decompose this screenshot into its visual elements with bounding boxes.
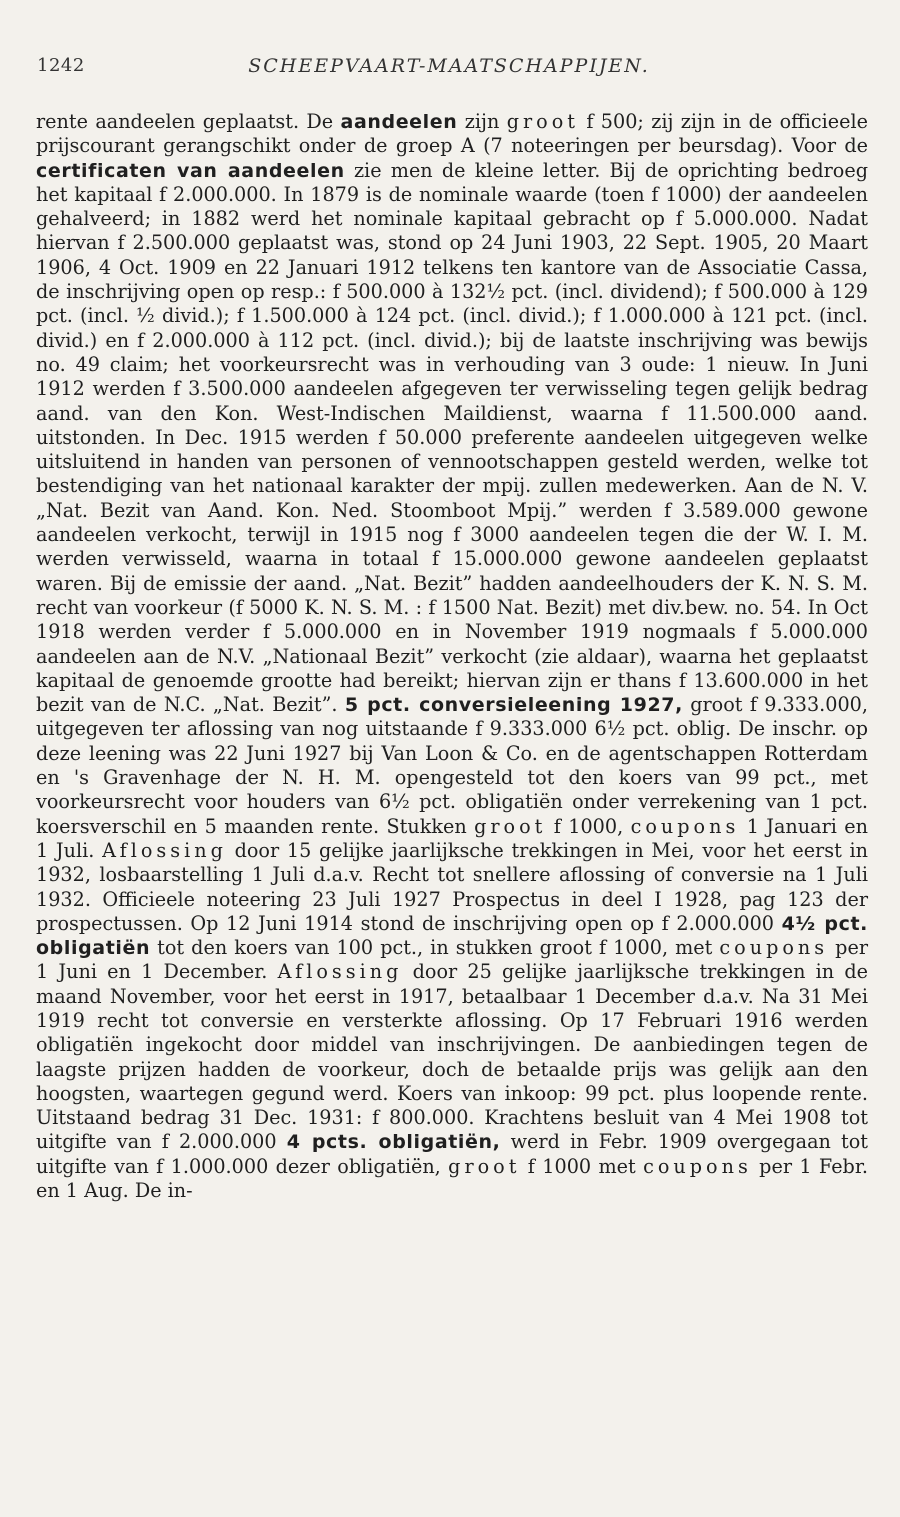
text-run: 1 Januari en 1 Juli. (36, 814, 868, 862)
text-run: f 1000 met (520, 1154, 644, 1178)
text-run: groot f 9.333.000, uitgegeven ter aflossing van nog uitstaande f 9.333.000 6½ pct. oblig. De inschr. op deze leening was 22 Juni 1927 bij Van Loon & Co. en de agentschappen Rotterdam en 's Gravenhage der N. H. M. opengesteld tot den koers van 99 pct., met voorkeursrecht voor houders van 6½ pct. obligatiën onder verrekening van 1 pct. koersverschil en 5 maanden rente. Stukken (36, 693, 868, 838)
spaced-term: coupons (630, 814, 740, 838)
spaced-term: Aflossing (102, 838, 227, 862)
text-run: door 25 gelijke jaarlijksche trekkingen in de maand November, voor het eerst in 1917, betaalbaar 1 December d.a.v. Na 31 Mei 1919 recht tot conversie en versterkte aflossing. Op 17 Februari 1916 werden obligatiën ingekocht door middel van inschrijvingen. De aanbiedingen tegen de laagste prijzen hadden de voorkeur, doch de betaalde prijs was gelijk aan den hoogsten, waartegen gegund werd. Koers van inkoop: 99 pct. plus loopende rente. Uitstaand bedrag 31 Dec. 1931: f 800.000. Krachtens besluit van 4 Mei 1908 tot uitgifte van f 2.000.000 (36, 960, 868, 1154)
spaced-term: groot (506, 110, 579, 133)
text-run: rente aandeelen geplaatst. De (36, 110, 341, 133)
heading-obligatien-4-5: 4½ pct. obligatiën (36, 912, 868, 960)
spaced-term: Aflossing (277, 960, 403, 984)
text-run: zijn (457, 110, 507, 133)
text-run: zie men de kleine letter. Bij de oprichting bedroeg het kapitaal f 2.000.000. In 1879 is de nominale waarde (toen f 1000) der aandeelen gehalveerd; in 1882 werd het nominale kapitaal gebracht op f 5.000.000. Nadat hiervan f 2.500.000 geplaatst was, stond op 24 Juni 1903, 22 Sept. 1905, 20 Maart 1906, 4 Oct. 1909 en 22 Januari 1912 telkens ten kantore van de Associatie Cassa, de inschrijving open op resp.: f 500.000 à 132½ pct. (incl. dividend); f 500.000 à 129 pct. (incl. ½ divid.); f 1.500.000 à 124 pct. (incl. divid.); f 1.000.000 à 121 pct. (incl. divid.) en f 2.000.000 à 112 pct. (incl. divid.); bij de laatste inschrijving was bewijs no. 49 claim; het voorkeursrecht was in verhouding van 3 oude: 1 nieuw. In Juni 1912 werden f 3.500.000 aandeelen afgegeven ter verwisseling tegen gelijk bedrag aand. van den Kon. West-Indischen Maildienst, waarna f 11.500.000 aand. uitstonden. In Dec. 1915 werden f 50.000 preferente aandeelen uitgegeven welke uitsluitend in handen van personen of vennootschappen gesteld werden, welke tot bestendiging van het nationaal karakter der mpij. zullen medewerken. Aan de N. V. „Nat. Bezit van Aand. Kon. Ned. Stoomboot Mpij.” werden f 3.589.000 gewone aandeelen verkocht, terwijl in 1915 nog f 3000 aandeelen tegen die der W. I. M. werden verwisseld, waarna in totaal f 15.000.000 gewone aandeelen geplaatst waren. Bij de emissie der aand. „Nat. Bezit” hadden aandeelhouders der K. N. S. M. recht van voorkeur (f 5000 K. N. S. M. : f 1500 Nat. Bezit) met div.bew. no. 54. In Oct 1918 werden verder f 5.000.000 en in November 1919 nogmaals f 5.000.000 aandeelen aan de N.V. „Nationaal Bezit” verkocht (zie aldaar), waarna het geplaatst kapitaal de genoemde grootte had bereikt; hiervan zijn er thans f 13.600.000 in het bezit van de N.C. „Nat. Bezit”. (36, 158, 868, 717)
document-page (30, 55, 868, 1203)
page-number: 1242 (37, 55, 85, 76)
text-run: tot den koers van 100 pct., in stukken groot f 1000, met (150, 936, 720, 960)
heading-obligatien-4: 4 pcts. obligatiën, (286, 1131, 501, 1154)
spaced-term: coupons (643, 1154, 752, 1178)
heading-conversieleening: 5 pct. conversieleening 1927, (344, 694, 683, 717)
text-run: per 1 Febr. en 1 Aug. De in- (36, 1154, 868, 1203)
spaced-term: groot (474, 814, 547, 838)
text-run: per 1 Juni en 1 December. (36, 936, 868, 984)
running-title: SCHEEPVAART-MAATSCHAPPIJEN. (248, 55, 650, 77)
body-paragraph (30, 110, 868, 1203)
text-run: werd in Febr. 1909 overgegaan tot uitgifte van f 1.000.000 dezer obligatiën, (36, 1130, 868, 1178)
spaced-term: groot (448, 1154, 521, 1178)
text-run: f 500; zij zijn in de officieele prijscourant gerangschikt onder de groep A (7 noteeringen per beursdag). Voor de (36, 110, 868, 158)
text-run: f 1000, (546, 814, 631, 838)
heading-certificaten: certificaten van aandeelen (36, 159, 345, 182)
heading-aandeelen: aandeelen (340, 111, 458, 133)
page-header (30, 55, 868, 85)
text-run: door 15 gelijke jaarlijksche trekkingen in Mei, voor het eerst in 1932, losbaarstelling 1 Juli d.a.v. Recht tot snellere aflossing of conversie na 1 Juli 1932. Officieele noteering 23 Juli 1927 Prospectus in deel I 1928, pag 123 der prospectussen. Op 12 Juni 1914 stond de inschrijving open op f 2.000.000 (36, 838, 869, 935)
spaced-term: coupons (719, 936, 829, 960)
